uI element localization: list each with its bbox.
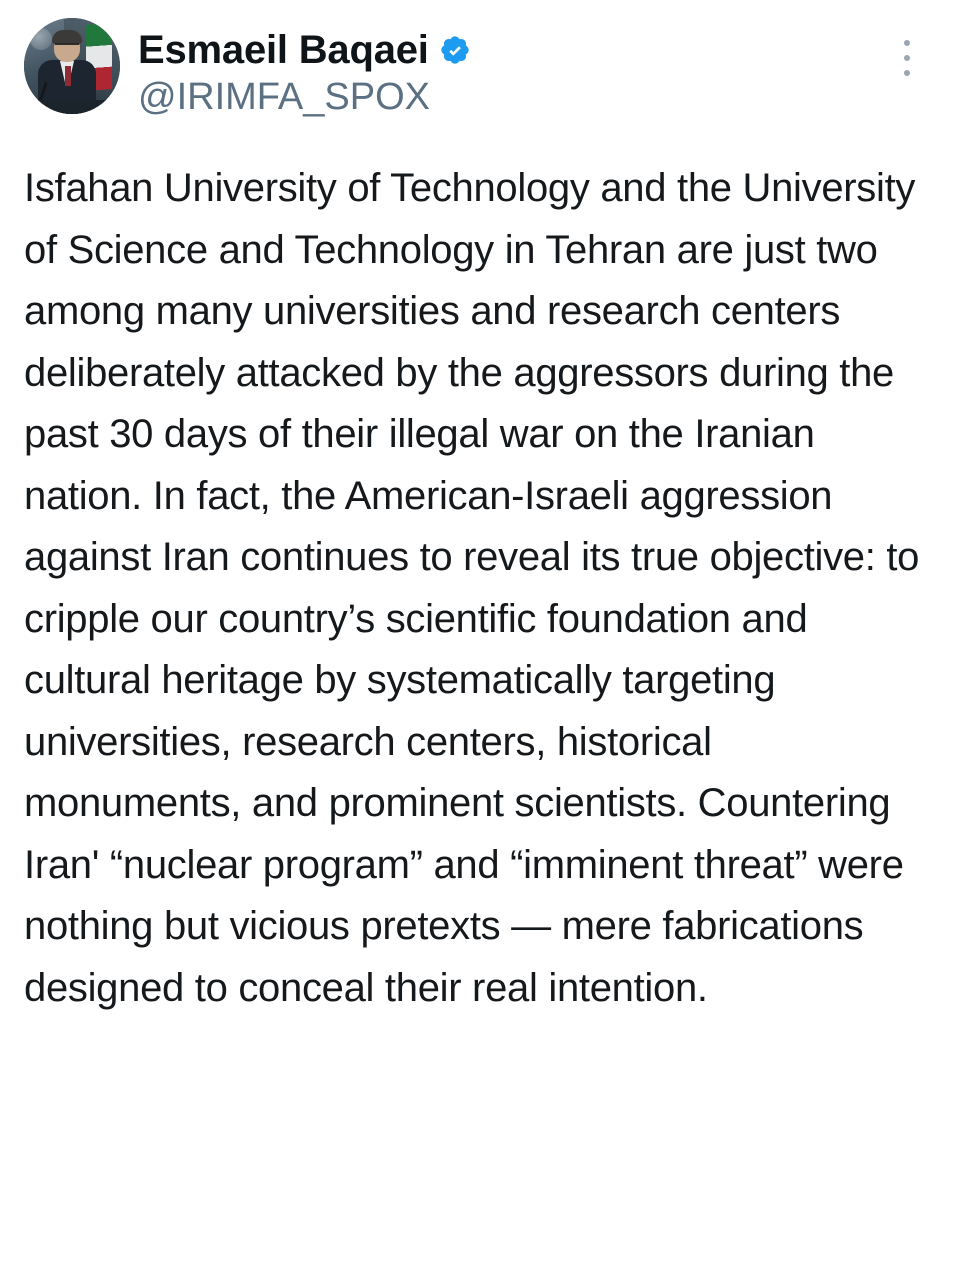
- more-dot-3: [904, 70, 910, 76]
- more-options-icon[interactable]: [896, 40, 918, 76]
- tweet-text: Isfahan University of Technology and the University of Science and Technology in Tehran are just two among many universities and research centers deliberately attacked by the aggressors during the past 30 days of their illegal war on the Iranian nation. In fact, the American-Israeli aggression against Iran continues to reveal its true objective: to cripple our country’s scientific foundation and cultural heritage by systematically targeting universities, research centers, historical monuments, and prominent scientists. Countering Iran' “nuclear program” and “imminent threat” were nothing but vicious pretexts — mere fabrications designed to conceal their real intention.: [24, 166, 930, 1010]
- glasses-icon: [55, 43, 79, 51]
- verified-badge-icon: [439, 34, 471, 66]
- more-dot-2: [904, 55, 910, 61]
- tweet-header: [24, 18, 930, 136]
- avatar-emblem-icon: [30, 28, 52, 50]
- avatar-tie: [65, 66, 71, 86]
- avatar-podium: [24, 100, 120, 114]
- author-handle[interactable]: @IRIMFA_SPOX: [138, 76, 430, 118]
- author-info: [138, 18, 471, 120]
- avatar-hair: [52, 30, 82, 44]
- avatar[interactable]: [24, 18, 120, 114]
- more-dot-1: [904, 40, 910, 46]
- author-display-name[interactable]: Esmaeil Baqaei: [138, 28, 429, 72]
- author-name-row: [138, 28, 471, 72]
